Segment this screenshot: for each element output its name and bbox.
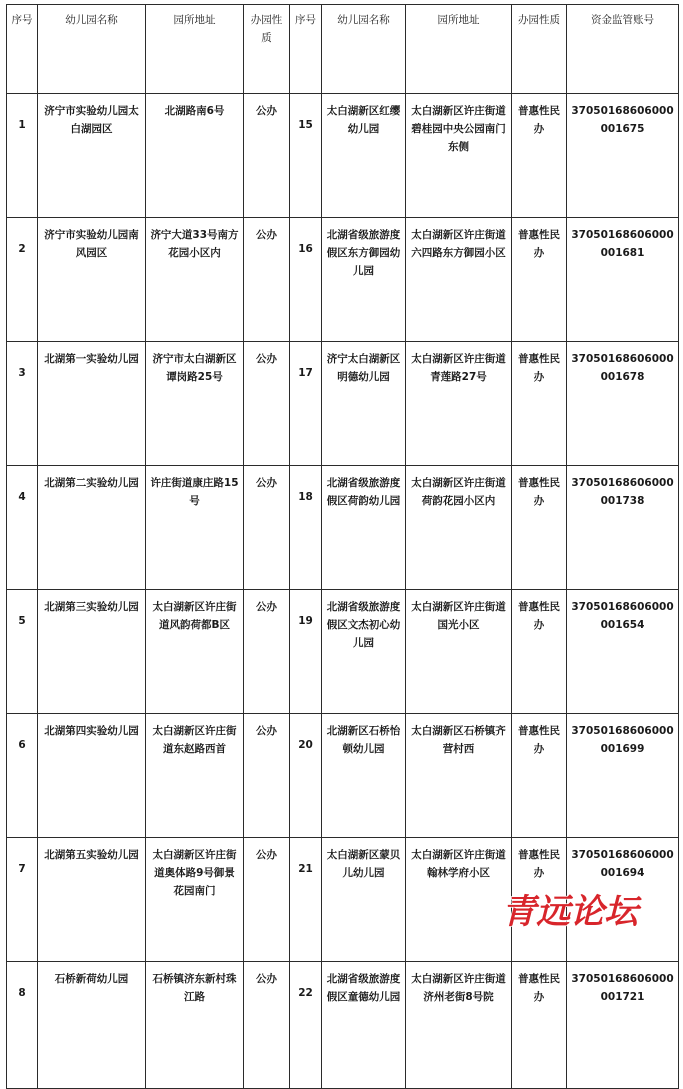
cell-name-left: 济宁市实验幼儿园南风园区 bbox=[38, 218, 146, 342]
cell-account: 37050168606000001681 bbox=[567, 218, 679, 342]
cell-name-left: 济宁市实验幼儿园太白湖园区 bbox=[38, 94, 146, 218]
cell-seq-right: 15 bbox=[290, 94, 322, 218]
cell-type-left: 公办 bbox=[244, 218, 290, 342]
cell-account: 37050168606000001721 bbox=[567, 962, 679, 1089]
cell-name-left: 石桥新荷幼儿园 bbox=[38, 962, 146, 1089]
cell-type-left: 公办 bbox=[244, 714, 290, 838]
cell-account: 37050168606000001699 bbox=[567, 714, 679, 838]
cell-type-left: 公办 bbox=[244, 590, 290, 714]
cell-addr-right: 太白湖新区许庄街道六四路东方御园小区 bbox=[406, 218, 512, 342]
cell-type-left: 公办 bbox=[244, 838, 290, 962]
cell-seq-left: 4 bbox=[7, 466, 38, 590]
cell-addr-right: 太白湖新区许庄街道荷韵花园小区内 bbox=[406, 466, 512, 590]
cell-name-left: 北湖第一实验幼儿园 bbox=[38, 342, 146, 466]
cell-seq-left: 5 bbox=[7, 590, 38, 714]
cell-addr-right: 太白湖新区许庄街道国光小区 bbox=[406, 590, 512, 714]
table-row bbox=[7, 962, 679, 1089]
cell-seq-right: 22 bbox=[290, 962, 322, 1089]
cell-name-right: 北湖省级旅游度假区荷韵幼儿园 bbox=[322, 466, 406, 590]
cell-addr-right: 太白湖新区许庄街道碧桂园中央公园南门东侧 bbox=[406, 94, 512, 218]
cell-name-right: 北湖省级旅游度假区童德幼儿园 bbox=[322, 962, 406, 1089]
header-name-left: 幼儿园名称 bbox=[38, 5, 146, 94]
cell-name-left: 北湖第二实验幼儿园 bbox=[38, 466, 146, 590]
cell-addr-right: 太白湖新区许庄街道翰林学府小区 bbox=[406, 838, 512, 962]
cell-type-right: 普惠性民办 bbox=[512, 714, 567, 838]
svg-text:青远论坛: 青远论坛 bbox=[502, 892, 638, 932]
header-type-right: 办园性质 bbox=[512, 5, 567, 94]
cell-name-left: 北湖第三实验幼儿园 bbox=[38, 590, 146, 714]
cell-addr-left: 太白湖新区许庄街道东赵路西首 bbox=[146, 714, 244, 838]
header-seq-left: 序号 bbox=[7, 5, 38, 94]
cell-type-left: 公办 bbox=[244, 962, 290, 1089]
cell-account: 37050168606000001678 bbox=[567, 342, 679, 466]
cell-addr-left: 济宁市太白湖新区谭岗路25号 bbox=[146, 342, 244, 466]
cell-addr-right: 太白湖新区许庄街道青莲路27号 bbox=[406, 342, 512, 466]
cell-addr-left: 北湖路南6号 bbox=[146, 94, 244, 218]
cell-name-left: 北湖第五实验幼儿园 bbox=[38, 838, 146, 962]
cell-name-right: 北湖新区石桥怡顿幼儿园 bbox=[322, 714, 406, 838]
cell-seq-right: 21 bbox=[290, 838, 322, 962]
header-name-right: 幼儿园名称 bbox=[322, 5, 406, 94]
cell-account: 37050168606000001654 bbox=[567, 590, 679, 714]
cell-type-left: 公办 bbox=[244, 342, 290, 466]
table-row bbox=[7, 466, 679, 590]
cell-addr-left: 石桥镇济东新村珠江路 bbox=[146, 962, 244, 1089]
cell-addr-left: 许庄街道康庄路15号 bbox=[146, 466, 244, 590]
cell-seq-left: 1 bbox=[7, 94, 38, 218]
cell-type-right: 普惠性民办 bbox=[512, 590, 567, 714]
cell-seq-right: 18 bbox=[290, 466, 322, 590]
cell-addr-right: 太白湖新区许庄街道济州老街8号院 bbox=[406, 962, 512, 1089]
cell-addr-left: 济宁大道33号南方花园小区内 bbox=[146, 218, 244, 342]
table-row bbox=[7, 714, 679, 838]
cell-type-left: 公办 bbox=[244, 466, 290, 590]
header-seq-right: 序号 bbox=[290, 5, 322, 94]
cell-type-right: 普惠性民办 bbox=[512, 466, 567, 590]
cell-account: 37050168606000001675 bbox=[567, 94, 679, 218]
cell-seq-right: 19 bbox=[290, 590, 322, 714]
cell-seq-left: 7 bbox=[7, 838, 38, 962]
cell-name-right: 北湖省级旅游度假区文杰初心幼儿园 bbox=[322, 590, 406, 714]
cell-account: 37050168606000001694 bbox=[567, 838, 679, 962]
cell-addr-left: 太白湖新区许庄街道奥体路9号御景花园南门 bbox=[146, 838, 244, 962]
table-row bbox=[7, 590, 679, 714]
cell-seq-right: 17 bbox=[290, 342, 322, 466]
cell-seq-left: 2 bbox=[7, 218, 38, 342]
cell-name-right: 济宁太白湖新区明德幼儿园 bbox=[322, 342, 406, 466]
table-row bbox=[7, 218, 679, 342]
cell-type-left: 公办 bbox=[244, 94, 290, 218]
header-account: 资金监管账号 bbox=[567, 5, 679, 94]
cell-seq-right: 16 bbox=[290, 218, 322, 342]
cell-type-right: 普惠性民办 bbox=[512, 94, 567, 218]
cell-name-right: 太白湖新区蒙贝儿幼儿园 bbox=[322, 838, 406, 962]
table-row bbox=[7, 94, 679, 218]
cell-type-right: 普惠性民办 bbox=[512, 218, 567, 342]
cell-seq-left: 3 bbox=[7, 342, 38, 466]
cell-seq-right: 20 bbox=[290, 714, 322, 838]
watermark-logo bbox=[465, 887, 675, 933]
header-addr-right: 园所地址 bbox=[406, 5, 512, 94]
cell-account: 37050168606000001738 bbox=[567, 466, 679, 590]
cell-seq-left: 6 bbox=[7, 714, 38, 838]
header-addr-left: 园所地址 bbox=[146, 5, 244, 94]
table-row bbox=[7, 342, 679, 466]
header-type-left: 办园性质 bbox=[244, 5, 290, 94]
header-row bbox=[7, 5, 679, 94]
cell-name-left: 北湖第四实验幼儿园 bbox=[38, 714, 146, 838]
cell-type-right: 普惠性民办 bbox=[512, 962, 567, 1089]
cell-name-right: 太白湖新区红缨幼儿园 bbox=[322, 94, 406, 218]
cell-type-right: 普惠性民办 bbox=[512, 838, 567, 962]
cell-addr-left: 太白湖新区许庄街道风韵荷都B区 bbox=[146, 590, 244, 714]
cell-addr-right: 太白湖新区石桥镇齐营村西 bbox=[406, 714, 512, 838]
cell-name-right: 北湖省级旅游度假区东方御园幼儿园 bbox=[322, 218, 406, 342]
cell-type-right: 普惠性民办 bbox=[512, 342, 567, 466]
cell-seq-left: 8 bbox=[7, 962, 38, 1089]
